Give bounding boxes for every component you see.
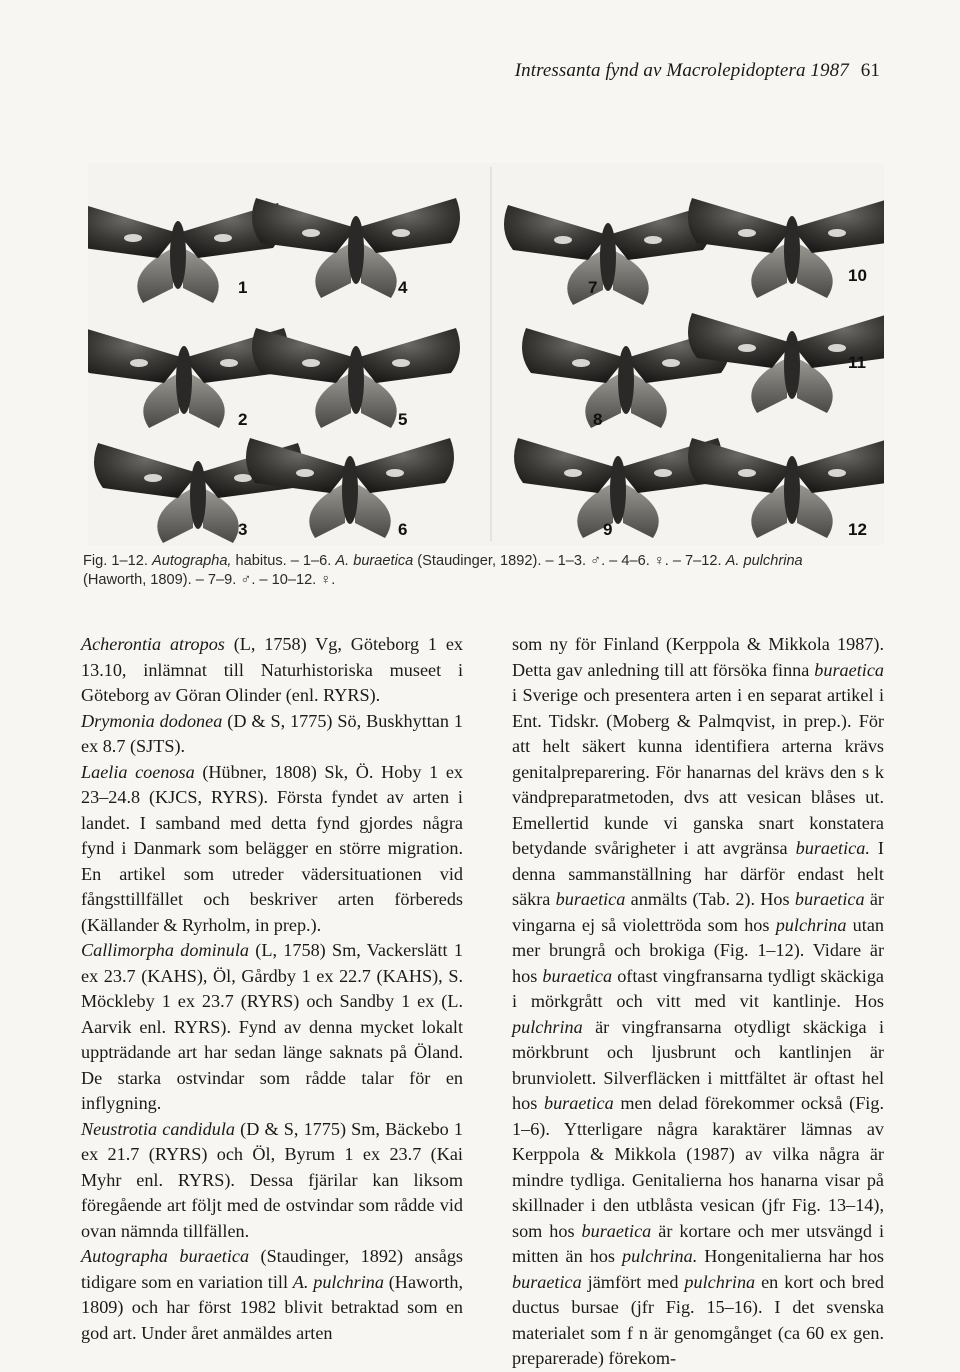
wing-spot xyxy=(296,469,314,477)
body-text: en kort och bred ductus bursae (jfr Fig. 15–16). I det svenska materialet som f n är genomgånget (ca 60 ex gen. preparerade) förekom- xyxy=(512,1271,884,1368)
wing-spot xyxy=(828,344,846,352)
wing-spot xyxy=(214,234,232,242)
journal-title: Intressanta fynd av Macrolepidoptera 1987 xyxy=(514,60,849,81)
figure-caption xyxy=(83,552,883,590)
specimen-number: 3 xyxy=(238,520,248,539)
body-text: utan mer brungrå och brokiga (Fig. 1–12). Vidare är hos xyxy=(512,914,884,986)
wing-spot xyxy=(828,229,846,237)
moth-body xyxy=(342,456,358,524)
species-name: Laelia coenosa xyxy=(81,761,195,782)
moth-body xyxy=(170,221,186,289)
moth-specimen-10 xyxy=(688,198,884,298)
specimen-number: 7 xyxy=(588,278,598,297)
moth-body xyxy=(784,456,800,524)
species-name: buraetica xyxy=(814,659,884,680)
wing-spot xyxy=(554,236,572,244)
wing-spot xyxy=(738,469,756,477)
species-name: pulchrina xyxy=(775,914,847,935)
moth-wing xyxy=(88,328,184,383)
moth-wing xyxy=(356,328,460,383)
specimen-number: 12 xyxy=(848,520,867,539)
moth-wing xyxy=(514,438,618,493)
species-name: buraetica xyxy=(512,1271,582,1292)
continued-paragraph xyxy=(512,632,884,1372)
body-text: oftast vingfransarna tydligt skäckiga i mörkgrått och vitt med vit kantlinje. Hos xyxy=(512,965,884,1011)
species-name: buraetica. xyxy=(795,838,870,858)
moth-body xyxy=(190,461,206,529)
body-text: Hongenitalierna har hos xyxy=(697,1246,884,1266)
species-name: buraetica xyxy=(581,1220,652,1241)
species-name: Neustrotia candidula xyxy=(81,1118,236,1139)
specimen-number: 9 xyxy=(603,520,613,539)
record-dominula xyxy=(81,938,463,1117)
moth-specimen-4 xyxy=(252,198,460,298)
wing-spot xyxy=(738,229,756,237)
moth-plate-image xyxy=(88,163,884,545)
moth-wing xyxy=(792,198,884,253)
specimen-number: 11 xyxy=(848,353,866,372)
body-text: jämfört med xyxy=(581,1271,685,1292)
moth-body xyxy=(618,346,634,414)
body-text: I denna sammanställning har därför endast helt säkra xyxy=(512,838,884,909)
caption-line-1 xyxy=(83,552,883,571)
specimen-number: 8 xyxy=(593,410,603,429)
right-column xyxy=(512,632,884,1372)
moth-wing xyxy=(88,203,178,258)
caption-line-2: (Haworth, 1809). – 7–9. ♂. – 10–12. ♀. xyxy=(83,572,336,588)
wing-spot xyxy=(564,469,582,477)
body-text: som ny för Finland (Kerppola & Mikkola 1987). Detta gav anledning till att försöka finna xyxy=(512,634,884,680)
wing-spot xyxy=(220,359,238,367)
moth-wing xyxy=(792,313,884,368)
record-text: (L, 1758) Vg, Göteborg 1 ex 13.10, inlämnat till Naturhistoriska museet i Göteborg av Göran Olinder (enl. RYRS). xyxy=(81,634,464,705)
caption-genus: Autographa, xyxy=(151,553,232,569)
specimen-number: 1 xyxy=(238,278,248,297)
moth-wing xyxy=(350,438,454,493)
wing-spot xyxy=(572,359,590,367)
wing-spot xyxy=(386,469,404,477)
species-name: Acherontia atropos xyxy=(81,634,225,654)
left-column xyxy=(81,632,463,1346)
body-text: är vingarna ej så violettröda som hos xyxy=(512,889,884,935)
species-name: buraetica xyxy=(543,1093,614,1113)
specimen-number: 6 xyxy=(398,520,408,539)
species-name: Autographa buraetica xyxy=(81,1246,250,1266)
species-name: buraetica xyxy=(794,889,865,909)
species-name: pulchrina. xyxy=(621,1246,698,1266)
moth-body xyxy=(176,346,192,414)
record-dodonea xyxy=(81,709,463,760)
record-buraetica xyxy=(81,1244,463,1346)
caption-species: A. pulchrina xyxy=(725,553,803,569)
moth-specimen-7 xyxy=(504,205,712,305)
body-text: är kortare och mer utsvängd i mitten än hos xyxy=(512,1220,885,1266)
wing-spot xyxy=(392,229,410,237)
species-name: buraetica xyxy=(542,965,613,986)
record-atropos xyxy=(81,632,463,709)
wing-spot xyxy=(662,359,680,367)
moth-specimen-5 xyxy=(252,328,460,429)
wing-spot xyxy=(738,344,756,352)
specimen-number: 5 xyxy=(398,410,408,429)
wing-spot xyxy=(828,469,846,477)
wing-spot xyxy=(654,469,672,477)
record-text: (L, 1758) Sm, Vackerslätt 1 ex 23.7 (KAHS), Öl, Gårdby 1 ex 22.7 (KAHS), S. Möckleby 1 ex 23.7 (RYRS) och Sandby 1 ex (L. Aarvik enl. RYRS). Fynd av denna mycket lokalt uppträdande art har sedan länge saknats på Öland. De starka ostvindar som rådde talar för en inflygning. xyxy=(81,940,463,1113)
running-head xyxy=(515,60,880,82)
species-name: pulchrina xyxy=(684,1271,756,1292)
moth-body xyxy=(610,456,626,524)
moth-body xyxy=(348,216,364,284)
body-text: anmälts (Tab. 2). Hos xyxy=(625,889,795,909)
wing-spot xyxy=(130,359,148,367)
moth-wing xyxy=(252,328,356,383)
body-text: är vingfransarna otydligt skäckiga i mörkbrunt och ljusbrunt och kantlinjen är brunviolett. Silverfläcken i mittfältet är oftast hel hos xyxy=(512,1016,884,1113)
caption-text: Fig. 1–12. xyxy=(83,553,152,569)
moth-specimen-12 xyxy=(688,438,884,539)
body-text: men delad förekommer också (Fig. 1–6). Ytterligare några karaktärer lämnas av Kerppola & Mikkola (1987) av vilka några är mindre tydliga. Genitalierna hos hanarna visar på skillnader i den utblåsta vesican (jfr Fig. 13–14), som hos xyxy=(512,1093,885,1241)
moth-wing xyxy=(504,205,608,260)
species-name: Callimorpha dominula xyxy=(81,940,249,960)
body-text: i Sverige och presentera arten i en separat artikel i Ent. Tidskr. (Moberg & Palmqvist, in prep.). För att helt säkert kunna identifiera arterna krävs genitalpreparering. För hanarnas del krävs den s k vändpreparatmetoden, dvs att vesican blåses ut. Emellertid kunde vi ganska snart konstatera betydande svårigheter i att avgränsa xyxy=(512,685,884,858)
moth-wing xyxy=(94,443,198,498)
wing-spot xyxy=(124,234,142,242)
wing-spot xyxy=(644,236,662,244)
species-name: pulchrina xyxy=(512,1016,583,1037)
wing-spot xyxy=(234,474,252,482)
wing-spot xyxy=(302,229,320,237)
specimen-number: 4 xyxy=(398,278,408,297)
record-candidula xyxy=(81,1117,463,1245)
record-coenosa xyxy=(81,760,463,939)
record-text: (D & S, 1775) Sö, Buskhyttan 1 ex 8.7 (SJTS). xyxy=(81,710,464,756)
wing-spot xyxy=(144,474,162,482)
specimen-number: 10 xyxy=(848,266,867,285)
wing-spot xyxy=(302,359,320,367)
moth-body xyxy=(600,223,616,291)
moth-wing xyxy=(522,328,626,383)
moth-wing xyxy=(792,438,884,493)
caption-species: A. buraetica xyxy=(335,553,414,569)
specimen-number: 2 xyxy=(238,410,248,429)
record-text: (D & S, 1775) Sm, Bäckebo 1 ex 21.7 (RYRS) och Öl, Byrum 1 ex 23.7 (Kai Myhr enl. RYRS). Dessa fjärilar kan liksom föregående art följt med de ostvindar som rådde vid ovan nämnda tillfällen. xyxy=(81,1118,463,1241)
species-name: Drymonia dodonea xyxy=(81,710,223,731)
species-name: buraetica xyxy=(555,889,626,909)
wing-spot xyxy=(392,359,410,367)
caption-text: (Staudinger, 1892). – 1–3. ♂. – 4–6. ♀. – 7–12. xyxy=(413,553,726,569)
moth-body xyxy=(784,216,800,284)
record-text: (Haworth, 1809) och har först 1982 blivit betraktad som en god art. Under året anmäldes arten xyxy=(81,1271,463,1343)
moth-plate-figure xyxy=(88,163,884,545)
moth-body xyxy=(348,346,364,414)
record-text: (Hübner, 1808) Sk, Ö. Hoby 1 ex 23–24.8 (KJCS, RYRS). Första fyndet av arten i landet. I samband med detta fynd gjordes några fynd i Danmark som belägger en större migration. En artikel som utreder vädersituationen vid fångsttillfället och beskriver arten förbereds (Källander & Ryrholm, in prep.). xyxy=(81,761,463,935)
moth-wing xyxy=(688,438,792,493)
caption-text: habitus. – 1–6. xyxy=(231,553,336,569)
moth-wing xyxy=(356,198,460,253)
record-text: (Staudinger, 1892) ansågs tidigare som en variation till xyxy=(81,1246,464,1292)
moth-body xyxy=(784,331,800,399)
species-name: A. pulchrina xyxy=(292,1271,384,1292)
page-number: 61 xyxy=(860,60,880,81)
